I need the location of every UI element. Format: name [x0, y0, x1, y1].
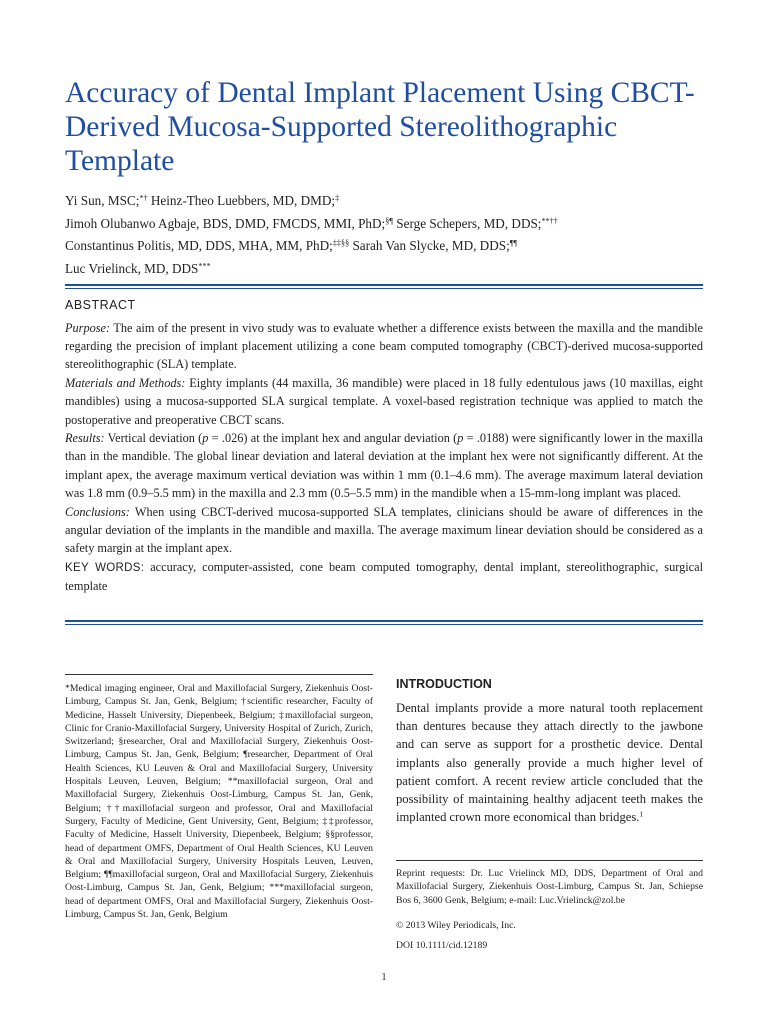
- author-line: [65, 190, 715, 213]
- article-title: Accuracy of Dental Implant Placement Using CBCT-Derived Mucosa-Supported Stereolithographic Template: [65, 77, 695, 177]
- abstract-heading: ABSTRACT: [65, 298, 136, 312]
- results-text: Vertical deviation (: [104, 431, 203, 446]
- author-affiliation-mark: *†: [139, 193, 148, 203]
- author-name: Luc Vrielinck, MD, DDS: [65, 260, 199, 276]
- author-line: [65, 258, 715, 281]
- author-line: [65, 213, 715, 236]
- keywords-label: KEY WORDS:: [65, 561, 145, 574]
- methods-text: Eighty implants (44 maxilla, 36 mandible) were placed in 18 fully edentulous jaws (10 maxillas, eight mandibles) using a mucosa-supported SLA surgical template. A voxel-based registration technique was applied to match the postoperative and preoperative CBCT scans.: [65, 376, 703, 427]
- author-affiliation-mark: ¶¶: [509, 238, 518, 248]
- author-affiliation-mark: §¶: [385, 216, 393, 225]
- p-value-symbol: p: [457, 431, 464, 446]
- abstract-methods: [65, 374, 703, 429]
- author-affiliation-mark: **††: [541, 216, 558, 225]
- purpose-text: The aim of the present in vivo study was to evaluate whether a difference exists between the maxilla and the mandible regarding the precision of implant placement utilizing a cone beam computed tomography (CBCT)-derived mucosa-supported stereolithographic (SLA) template.: [65, 321, 703, 372]
- author-name: Sarah Van Slycke, MD, DDS;: [349, 238, 510, 253]
- abstract-conclusions: [65, 503, 703, 558]
- author-line: [65, 235, 715, 258]
- abstract-bottom-rule: [65, 620, 703, 622]
- introduction-heading: INTRODUCTION: [396, 677, 492, 691]
- keywords-text: accuracy, computer-assisted, cone beam computed tomography, dental implant, stereolithographic, surgical template: [65, 559, 703, 593]
- conclusions-label: Conclusions:: [65, 504, 130, 519]
- purpose-label: Purpose:: [65, 321, 111, 335]
- abstract-results: [65, 429, 703, 502]
- author-list: [65, 190, 715, 280]
- introduction-text: [396, 699, 703, 826]
- author-name: Heinz-Theo Luebbers, MD, DMD;: [147, 193, 336, 208]
- author-affiliation-mark: ‡‡§§: [332, 238, 350, 248]
- reprint-requests: Reprint requests: Dr. Luc Vrielinck MD, DDS, Department of Oral and Maxillofacial Surgery, Ziekenhuis Oost-Limburg, Campus St. Jan, Schiepse Bos 6, 3600 Genk, Belgium; e-mail: Luc.Vrielinck@zol.be: [396, 868, 703, 906]
- p-value-symbol: p: [202, 431, 209, 446]
- reprint-rule: [396, 860, 703, 861]
- methods-label: Materials and Methods:: [65, 376, 186, 391]
- author-name: Constantinus Politis, MD, DDS, MHA, MM, PhD;: [65, 238, 333, 253]
- abstract-top-rule: [65, 284, 703, 286]
- page-number: 1: [381, 972, 387, 983]
- copyright-notice: © 2013 Wiley Periodicals, Inc.: [396, 920, 516, 931]
- author-name: Yi Sun, MSC;: [65, 193, 140, 208]
- reference-mark: 1: [639, 809, 644, 819]
- footnote-rule: [65, 674, 373, 675]
- results-text: = .0188) were significantly lower in the maxilla than in the mandible. The global linear deviation and lateral deviation at the implant hex were not significantly different. At the implant apex, the average maximum vertical deviation was within 1 mm (0.1–4.6 mm). The average maximum lateral deviation was 1.8 mm (0.9–5.5 mm) in the maxilla and 2.3 mm (0.5–5.5 mm) in the mandible when a 15-mm-long implant was placed.: [65, 431, 703, 500]
- introduction-paragraph: Dental implants provide a more natural tooth replacement than dentures because they attach directly to the jawbone and can serve as support for a prosthetic device. Dental implants also generally provide a much higher level of patient comfort. A recent review article concluded that the possibility of maintaining healthy adjacent teeth makes the implanted crown more economical than bridges.: [396, 701, 703, 825]
- author-affiliation-mark: ‡: [335, 193, 340, 203]
- affiliation-footnotes: *Medical imaging engineer, Oral and Maxillofacial Surgery, Ziekenhuis Oost-Limburg, Campus St. Jan, Genk, Belgium; †scientific researcher, Faculty of Medicine, Hasselt University, Diepenbeek, Belgium; ‡maxillofacial surgeon, Clinic for Cranio-Maxillofacial Surgery, University Hospital of Zurich, Zurich, Switzerland; §researcher, Oral and Maxillofacial Surgery, Ziekenhuis Oost-Limburg, Campus St. Jan, Genk, Belgium; ¶researcher, Department of Oral Health Sciences, KU Leuven & Oral and Maxillofacial Surgery, University Hospitals Leuven, Leuven, Belgium; **maxillofacial surgeon, Oral and Maxillofacial Surgery, Ziekenhuis Oost-Limburg, Campus St. Jan, Genk, Belgium; ††maxillofacial surgeon and professor, Oral and Maxillofacial Surgery, Faculty of Medicine, Gent University, Gent, Belgium; ‡‡professor, Faculty of Medicine, Hasselt University, Diepenbeek, Belgium; §§professor, head of department OMFS, Department of Oral Health Sciences, KU Leuven & Oral and Maxillofacial Surgery, University Hospitals Leuven, Leuven, Belgium; ¶¶maxillofacial surgeon, Oral and Maxillofacial Surgery, Ziekenhuis Oost-Limburg, Campus St. Jan, Genk, Belgium; ***maxillofacial surgeon, head of department OMFS, Oral and Maxillofacial Surgery, Ziekenhuis Oost-Limburg, Campus St. Jan, Genk, Belgium: [65, 683, 373, 921]
- author-affiliation-mark: ***: [198, 261, 211, 270]
- author-name: Jimoh Olubanwo Agbaje, BDS, DMD, FMCDS, MMI, PhD;: [65, 215, 386, 231]
- abstract-body: [65, 319, 703, 596]
- abstract-purpose: [65, 319, 703, 374]
- doi: DOI 10.1111/cid.12189: [396, 940, 488, 951]
- abstract-keywords: [65, 558, 703, 595]
- conclusions-text: When using CBCT-derived mucosa-supported SLA templates, clinicians should be aware of differences in the angular deviation of the implants in the mandible and maxilla. The average maximum linear deviation should be considered as a safety margin at the implant apex.: [65, 504, 703, 555]
- results-text: = .026) at the implant hex and angular deviation (: [208, 431, 458, 446]
- author-name: Serge Schepers, MD, DDS;: [393, 215, 542, 231]
- results-label: Results:: [65, 431, 105, 446]
